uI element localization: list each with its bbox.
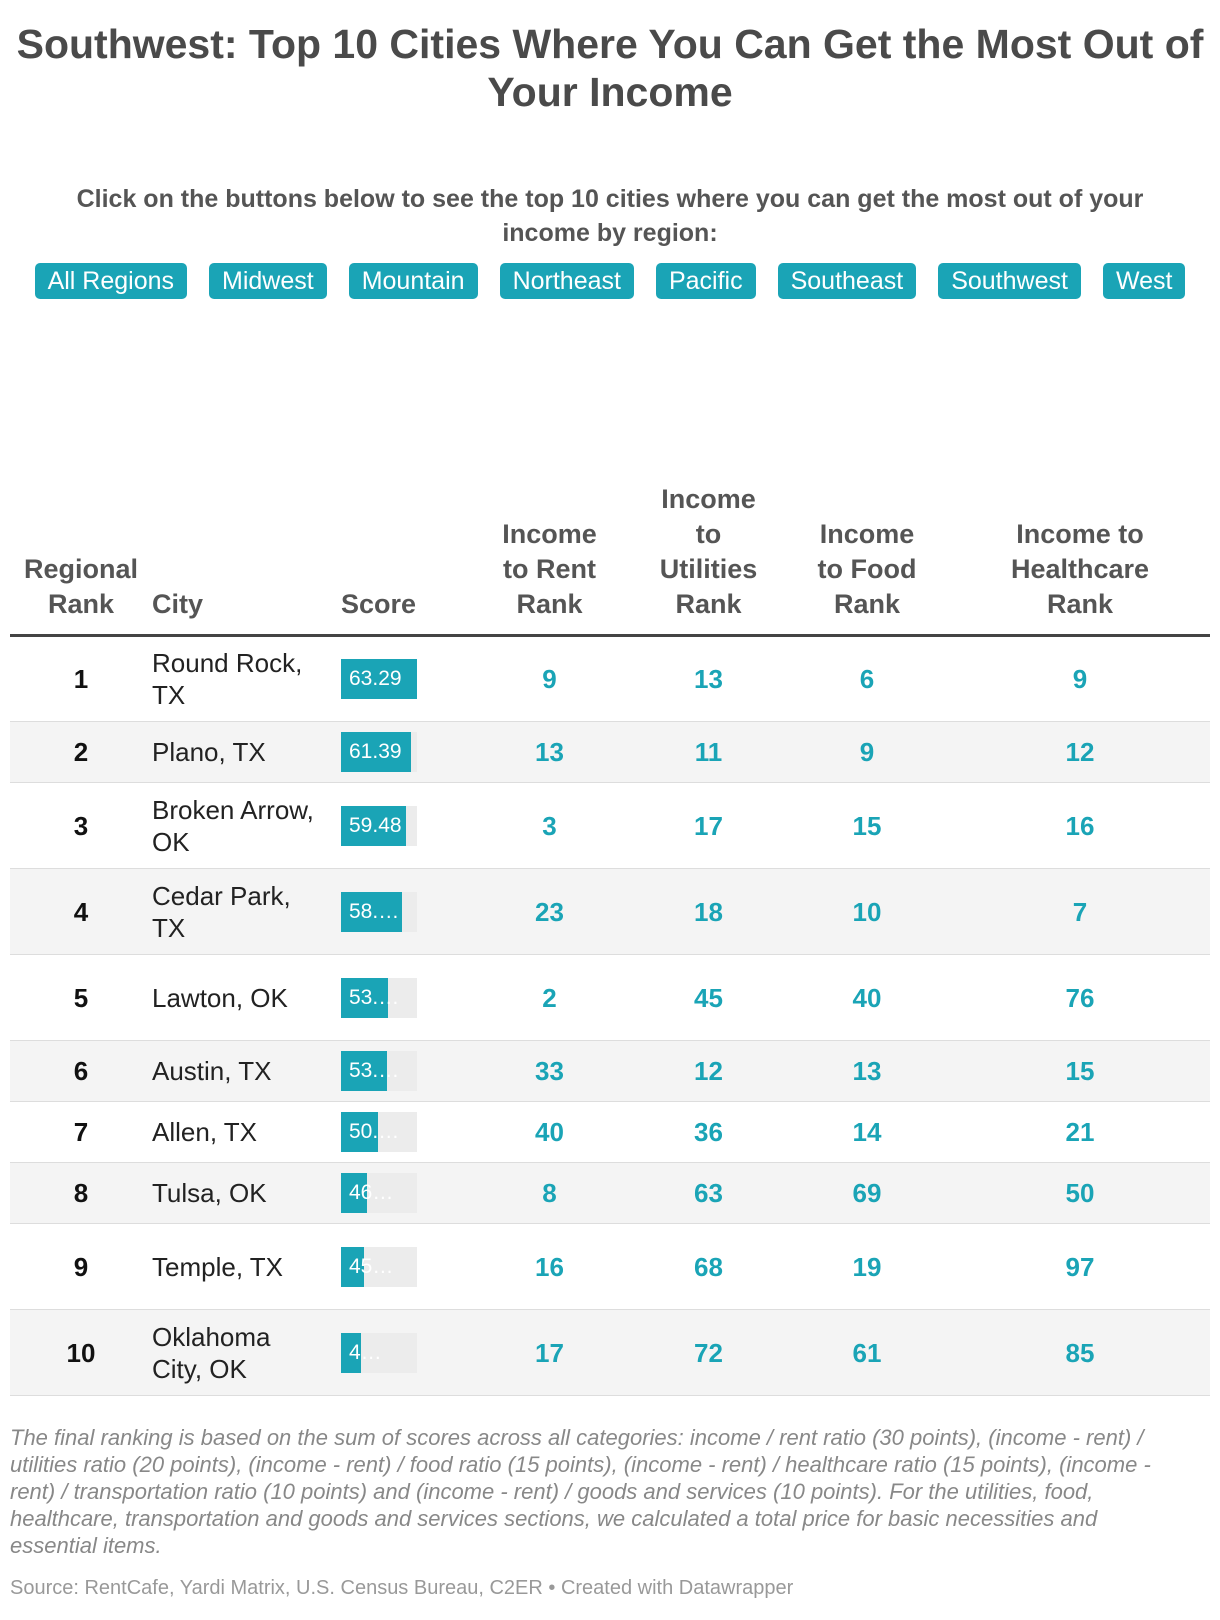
- score-cell: [341, 783, 466, 869]
- score-bar: 63.29: [341, 659, 417, 699]
- regional-rank-cell: 3: [10, 783, 152, 869]
- income-to-utilities-cell: 12: [633, 1041, 784, 1102]
- score-bar: 53.…: [341, 978, 388, 1018]
- table-body: [10, 636, 1210, 1396]
- score-cell: [341, 1224, 466, 1310]
- table-header-row: [10, 482, 1210, 636]
- regional-rank-cell: 4: [10, 869, 152, 955]
- region-buttons: [30, 263, 1190, 299]
- income-to-utilities-cell: 18: [633, 869, 784, 955]
- header-income-to-healthcare[interactable]: Income to Healthcare Rank: [950, 482, 1210, 636]
- income-to-rent-cell: 2: [466, 955, 633, 1041]
- score-bar-track: [341, 1333, 417, 1373]
- score-bar-track: [341, 1112, 417, 1152]
- income-to-food-cell: 9: [784, 722, 950, 783]
- income-to-healthcare-cell: 15: [950, 1041, 1210, 1102]
- income-to-utilities-cell: 36: [633, 1102, 784, 1163]
- region-button-mountain[interactable]: Mountain: [349, 263, 478, 299]
- income-to-food-cell: 19: [784, 1224, 950, 1310]
- income-to-rent-cell: 3: [466, 783, 633, 869]
- income-to-utilities-cell: 17: [633, 783, 784, 869]
- score-bar-track: [341, 659, 417, 699]
- region-button-all-regions[interactable]: All Regions: [35, 263, 187, 299]
- chart-title: Southwest: Top 10 Cities Where You Can Get the Most Out of Your Income: [16, 21, 1204, 115]
- score-cell: [341, 1102, 466, 1163]
- table-row: [10, 1041, 1210, 1102]
- regional-rank-cell: 5: [10, 955, 152, 1041]
- table-row: [10, 1224, 1210, 1310]
- city-cell: Oklahoma City, OK: [152, 1310, 341, 1396]
- income-to-rent-cell: 23: [466, 869, 633, 955]
- regional-rank-cell: 2: [10, 722, 152, 783]
- city-cell: Lawton, OK: [152, 955, 341, 1041]
- income-to-rent-cell: 9: [466, 636, 633, 722]
- table-row: [10, 1163, 1210, 1224]
- regional-rank-cell: 1: [10, 636, 152, 722]
- region-button-midwest[interactable]: Midwest: [209, 263, 327, 299]
- header-income-to-rent[interactable]: Income to Rent Rank: [466, 482, 633, 636]
- income-to-food-cell: 69: [784, 1163, 950, 1224]
- income-to-utilities-cell: 11: [633, 722, 784, 783]
- income-to-healthcare-cell: 12: [950, 722, 1210, 783]
- income-to-food-cell: 14: [784, 1102, 950, 1163]
- score-bar: 58.…: [341, 892, 402, 932]
- score-cell: [341, 869, 466, 955]
- region-button-southeast[interactable]: Southeast: [778, 263, 917, 299]
- regional-rank-cell: 9: [10, 1224, 152, 1310]
- score-bar: 53.…: [341, 1051, 387, 1091]
- income-to-utilities-cell: 13: [633, 636, 784, 722]
- header-income-to-food[interactable]: Income to Food Rank: [784, 482, 950, 636]
- region-button-southwest[interactable]: Southwest: [938, 263, 1081, 299]
- income-to-rent-cell: 33: [466, 1041, 633, 1102]
- regional-rank-cell: 6: [10, 1041, 152, 1102]
- income-to-utilities-cell: 45: [633, 955, 784, 1041]
- table-row: [10, 955, 1210, 1041]
- regional-rank-cell: 10: [10, 1310, 152, 1396]
- header-income-to-utilities[interactable]: Income to Utilities Rank: [633, 482, 784, 636]
- income-to-healthcare-cell: 76: [950, 955, 1210, 1041]
- income-to-food-cell: 61: [784, 1310, 950, 1396]
- score-cell: [341, 1163, 466, 1224]
- city-cell: Tulsa, OK: [152, 1163, 341, 1224]
- score-cell: [341, 722, 466, 783]
- table-row: [10, 869, 1210, 955]
- table-row: [10, 1102, 1210, 1163]
- intro-text: Click on the buttons below to see the top 10 cities where you can get the most out of your income by region:: [76, 185, 1144, 247]
- score-cell: [341, 1041, 466, 1102]
- score-cell: [341, 636, 466, 722]
- score-bar-track: [341, 806, 417, 846]
- score-cell: [341, 1310, 466, 1396]
- income-to-healthcare-cell: 9: [950, 636, 1210, 722]
- score-bar: 59.48: [341, 806, 406, 846]
- score-bar-track: [341, 1173, 417, 1213]
- income-to-utilities-cell: 72: [633, 1310, 784, 1396]
- income-to-food-cell: 40: [784, 955, 950, 1041]
- income-to-healthcare-cell: 97: [950, 1224, 1210, 1310]
- score-bar: 61.39: [341, 732, 411, 772]
- score-bar-track: [341, 1247, 417, 1287]
- income-to-healthcare-cell: 7: [950, 869, 1210, 955]
- city-cell: Allen, TX: [152, 1102, 341, 1163]
- header-city[interactable]: City: [152, 482, 341, 636]
- table-row: [10, 1310, 1210, 1396]
- income-to-rent-cell: 13: [466, 722, 633, 783]
- score-bar-track: [341, 1051, 417, 1091]
- table-row: [10, 722, 1210, 783]
- income-to-rent-cell: 16: [466, 1224, 633, 1310]
- city-cell: Temple, TX: [152, 1224, 341, 1310]
- score-bar: 50.…: [341, 1112, 378, 1152]
- income-to-rent-cell: 8: [466, 1163, 633, 1224]
- table-row: [10, 636, 1210, 722]
- income-to-healthcare-cell: 85: [950, 1310, 1210, 1396]
- income-to-food-cell: 13: [784, 1041, 950, 1102]
- region-button-northeast[interactable]: Northeast: [500, 263, 634, 299]
- region-button-west[interactable]: West: [1103, 263, 1186, 299]
- income-to-utilities-cell: 68: [633, 1224, 784, 1310]
- score-bar: 46…: [341, 1173, 367, 1213]
- income-to-food-cell: 15: [784, 783, 950, 869]
- header-score[interactable]: Score: [341, 482, 466, 636]
- score-cell: [341, 955, 466, 1041]
- score-bar-track: [341, 732, 417, 772]
- table-row: [10, 783, 1210, 869]
- income-to-healthcare-cell: 50: [950, 1163, 1210, 1224]
- region-button-pacific[interactable]: Pacific: [656, 263, 756, 299]
- city-cell: Austin, TX: [152, 1041, 341, 1102]
- score-bar-track: [341, 978, 417, 1018]
- regional-rank-cell: 8: [10, 1163, 152, 1224]
- score-bar: 45…: [341, 1247, 364, 1287]
- city-cell: Broken Arrow, OK: [152, 783, 341, 869]
- city-cell: Cedar Park, TX: [152, 869, 341, 955]
- score-bar-track: [341, 892, 417, 932]
- income-to-healthcare-cell: 21: [950, 1102, 1210, 1163]
- income-to-rent-cell: 17: [466, 1310, 633, 1396]
- income-to-food-cell: 6: [784, 636, 950, 722]
- source-line: Source: RentCafe, Yardi Matrix, U.S. Census Bureau, C2ER • Created with Datawrapper: [10, 1577, 794, 1599]
- income-to-food-cell: 10: [784, 869, 950, 955]
- methodology-note: The final ranking is based on the sum of scores across all categories: income / rent ratio (30 points), (income - rent) / utilities ratio (20 points), (income - rent) / food ratio (15 points), (income - rent) / healthcare ratio (15 points), (income - rent) / transportation ratio (10 points) and (income - rent) / goods and services (10 points). For the utilities, food, healthcare, transportation and goods and services sections, we calculated a total price for basic necessities and essential items.: [10, 1425, 1151, 1558]
- city-cell: Round Rock, TX: [152, 636, 341, 722]
- city-cell: Plano, TX: [152, 722, 341, 783]
- score-bar: 4…: [341, 1333, 361, 1373]
- ranking-table: [10, 482, 1210, 1396]
- income-to-utilities-cell: 63: [633, 1163, 784, 1224]
- header-regional-rank[interactable]: Regional Rank: [10, 482, 152, 636]
- regional-rank-cell: 7: [10, 1102, 152, 1163]
- income-to-healthcare-cell: 16: [950, 783, 1210, 869]
- income-to-rent-cell: 40: [466, 1102, 633, 1163]
